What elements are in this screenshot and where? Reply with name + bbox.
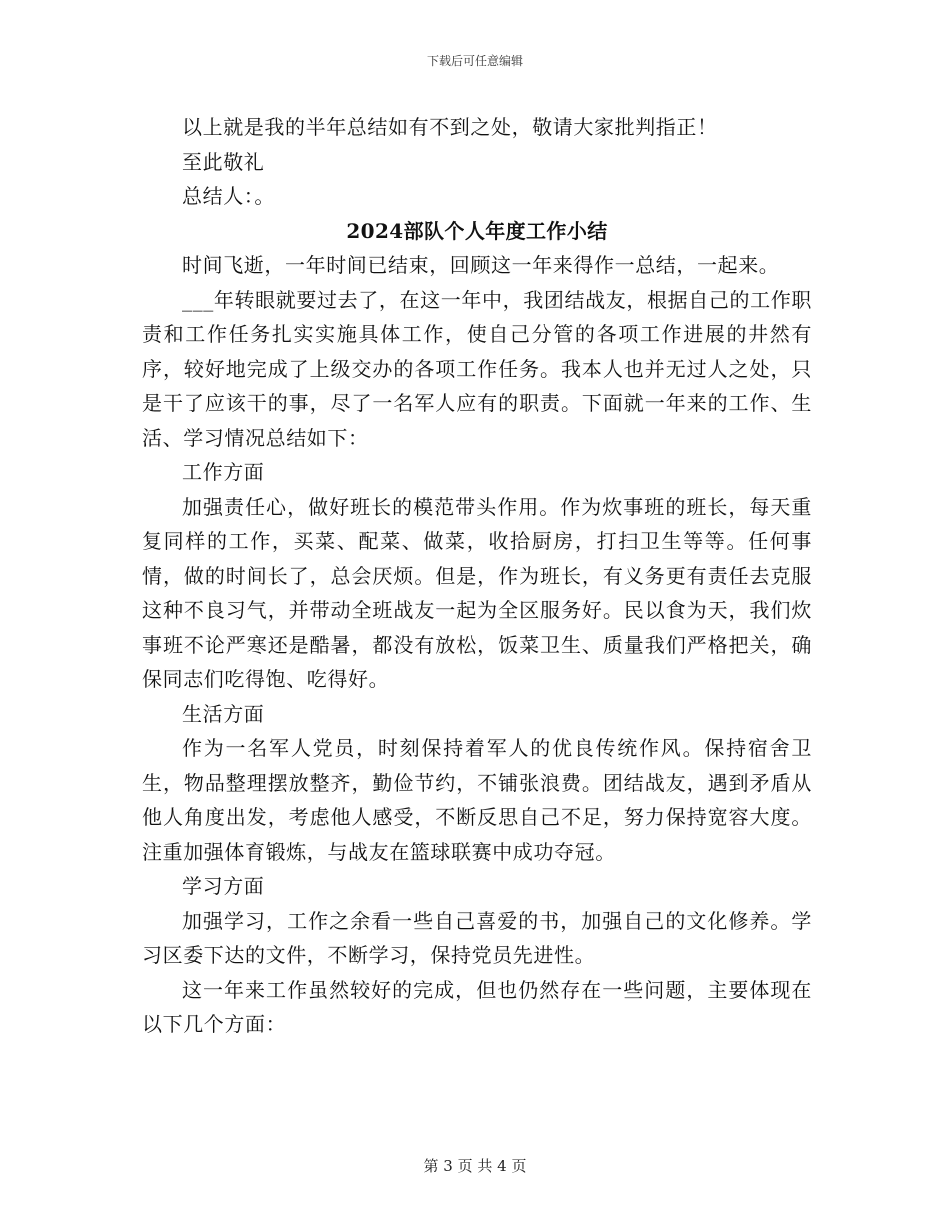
closing-line-1: 以上就是我的半年总结如有不到之处，敬请大家批判指正！ (182, 115, 718, 139)
page-header: 下载后可任意编辑 (426, 54, 523, 68)
page-footer: 第 3 页 共 4 页 (423, 1157, 527, 1175)
problems-intro-paragraph: 这一年来工作虽然较好的完成，但也仍然存在一些问题，主要体现在以下几个方面： (142, 977, 812, 1036)
closing-signature: 总结人：。 (182, 184, 275, 208)
section-study-body: 加强学习，工作之余看一些自己喜爱的书，加强自己的文化修养。学习区委下达的文件，不断学习，保持党员先进性。 (142, 908, 812, 967)
section-study-heading: 学习方面 (182, 874, 265, 898)
section-life-body: 作为一名军人党员，时刻保持着军人的优良传统作风。保持宿舍卫生，物品整理摆放整齐，勤俭节约，不铺张浪费。团结战友，遇到矛盾从他人角度出发，考虑他人感受，不断反思自己不足，努力保持宽容大度。注重加强体育锻炼，与战友在篮球联赛中成功夺冠。 (142, 736, 812, 864)
article-title: 2024部队个人年度工作小结 (346, 218, 608, 243)
closing-line-2: 至此敬礼 (182, 149, 265, 174)
section-work-heading: 工作方面 (182, 460, 265, 484)
intro-paragraph-2: ___年转眼就要过去了，在这一年中，我团结战友，根据自己的工作职责和工作任务扎实实施具体工作，使自己分管的各项工作进展的井然有序，较好地完成了上级交办的各项工作任务。我本人也并无过人之处，只是干了应该干的事，尽了一名军人应有的职责。下面就一年来的工作、生活、学习情况总结如下： (142, 287, 812, 450)
section-life-heading: 生活方面 (182, 701, 265, 726)
document-body (142, 110, 812, 1042)
intro-paragraph-1: 时间飞逝，一年时间已结束，回顾这一年来得作一总结，一起来。 (182, 253, 780, 277)
section-work-body: 加强责任心，做好班长的模范带头作用。作为炊事班的班长，每天重复同样的工作，买菜、配菜、做菜，收拾厨房，打扫卫生等等。任何事情，做的时间长了，总会厌烦。但是，作为班长，有义务更有责任去克服这种不良习气，并带动全班战友一起为全区服务好。民以食为天，我们炊事班不论严寒还是酷暑，都没有放松，饭菜卫生、质量我们严格把关，确保同志们吃得饱、吃得好。 (142, 494, 812, 691)
